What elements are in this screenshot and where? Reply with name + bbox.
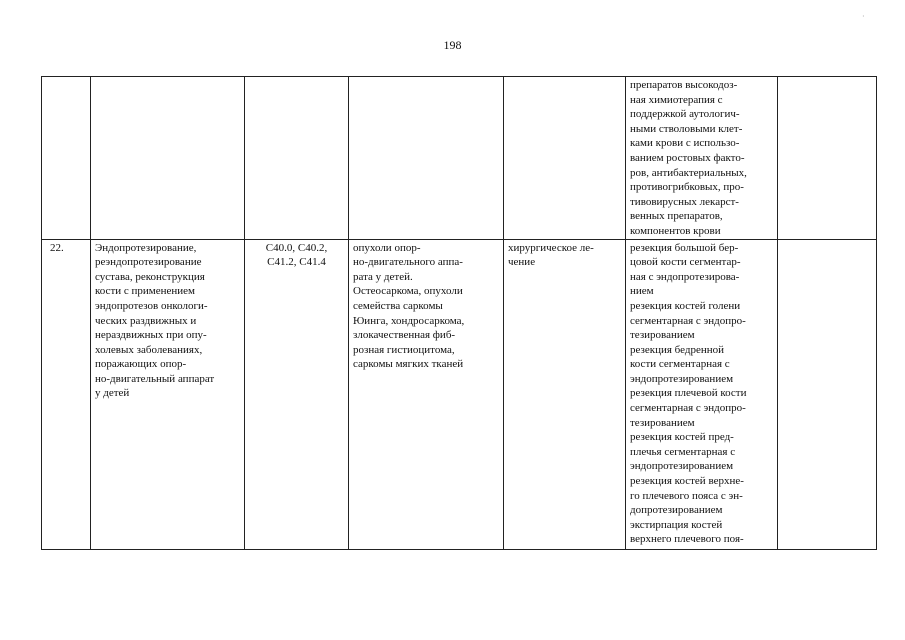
- row-number-cell: [42, 77, 91, 240]
- patient-model-cell: опухоли опор- но-двигательного аппа- рата у детей. Остеосаркома, опухоли семейства саркомы Юинга, хондросаркома, злокачественная фиб- розная гистиоцитома, саркомы мягких тканей: [349, 239, 504, 549]
- treatment-type-cell: хирургическое ле- чение: [504, 239, 626, 549]
- table-row-continuation: [42, 77, 877, 240]
- patient-model-cell: [349, 77, 504, 240]
- cost-cell: [778, 239, 877, 549]
- icd-codes-cell: [245, 77, 349, 240]
- treatment-type-cell: [504, 77, 626, 240]
- icd-codes-cell: С40.0, С40.2, С41.2, С41.4: [245, 239, 349, 549]
- table-row-22: [42, 239, 877, 549]
- medical-care-table: [41, 76, 877, 550]
- row-number-cell: 22.: [42, 239, 91, 549]
- page-number: 198: [443, 38, 462, 52]
- intervention-cell: Эндопротезирование, реэндопротезирование сустава, реконструкция кости с применением эндопротезов онкологи- ческих раздвижных и нераздвижных при опу- холевых заболеваниях, поражающих опор- но-двигательный аппарат у детей: [91, 239, 245, 549]
- cost-cell: [778, 77, 877, 240]
- intervention-cell: [91, 77, 245, 240]
- corner-mark: ·: [862, 12, 865, 21]
- treatment-method-cell: препаратов высокодоз- ная химиотерапия с поддержкой аутологич- ными стволовыми клет- ками крови с использо- ванием ростовых факто- ров, антибактериальных, противогрибковых, про- тивовирусных лекарст- венных препаратов, компонентов крови: [626, 77, 778, 240]
- treatment-method-cell: резекция большой бер- цовой кости сегментар- ная с эндопротезирова- нием резекция костей голени сегментарная с эндопро- тезированием резекция бедренной кости сегментарная с эндопротезированием резекция плечевой кости сегментарная с эндопро- тезированием резекция костей пред- плечья сегментарная с эндопротезированием резекция костей верхне- го плечевого пояса с эн- допротезированием экстирпация костей верхнего плечевого поя-: [626, 239, 778, 549]
